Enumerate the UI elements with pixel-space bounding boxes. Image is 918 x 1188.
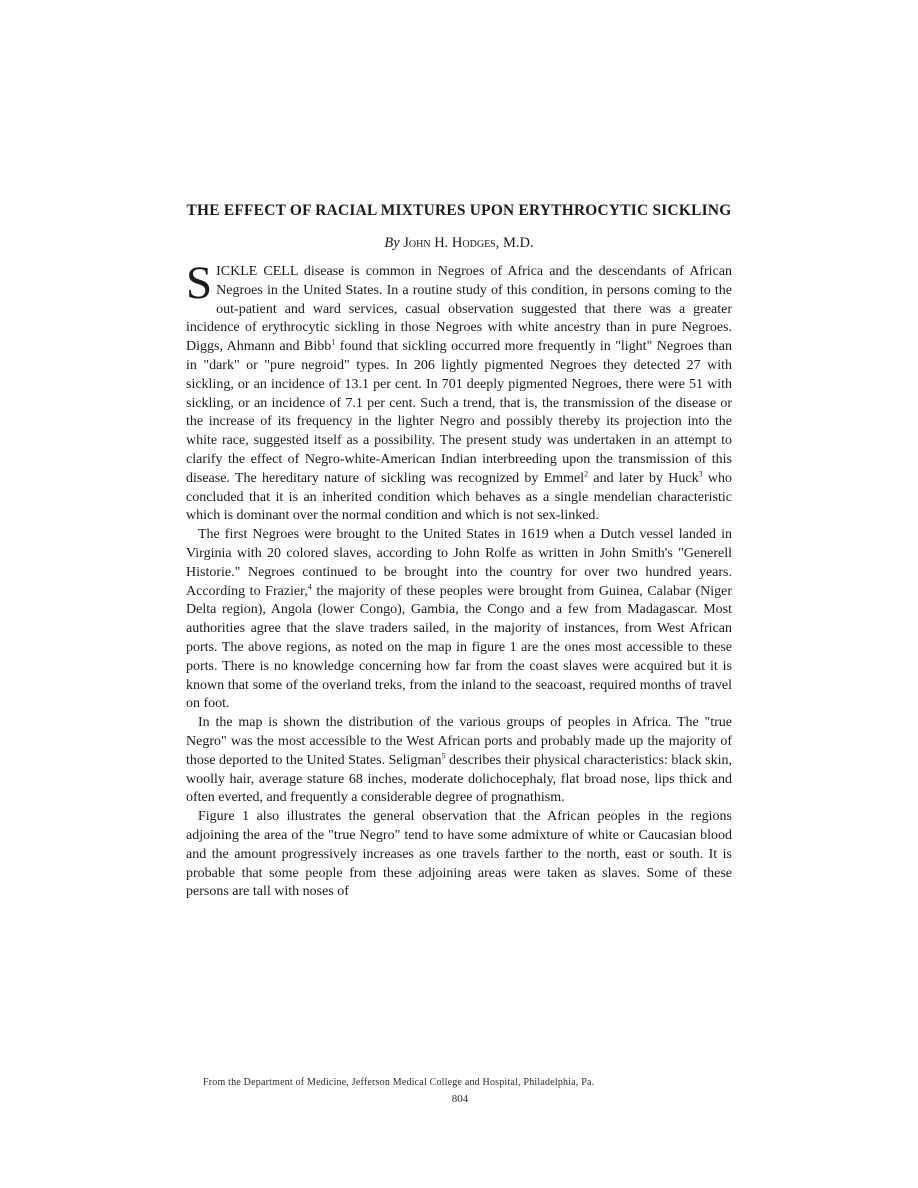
paragraph-1	[186, 257, 732, 526]
byline-by: By	[384, 235, 400, 251]
paragraph-3-text-b: describes their physical characteristics: black skin, woolly hair, average stature 68 inches, moderate dolichocephaly, flat broad nose, lips thick and often everted, and frequently a considerable degree of prognathism.	[186, 752, 732, 806]
reference-3: 3	[698, 469, 703, 479]
author-degree: , M.D.	[495, 235, 534, 251]
drop-cap: S	[186, 257, 213, 309]
paragraph-1-text-d: who concluded that it is an inherited condition which behaves as a single mendelian characteristic which is dominant over the normal condition and which is not sex-linked.	[186, 470, 732, 524]
reference-4: 4	[307, 581, 312, 591]
paragraph-4-text: Figure 1 also illustrates the general observation that the African peoples in the regions adjoining the area of the "true Negro" tend to have some admixture of white or Caucasian blood and the amount progressively increases as one travels farther to the north, east or south. It is probable that some people from these adjoining areas were taken as slaves. Some of these persons are tall with noses of	[186, 809, 732, 900]
reference-1: 1	[331, 337, 336, 347]
article-title: THE EFFECT OF RACIAL MIXTURES UPON ERYTHROCYTIC SICKLING	[186, 202, 732, 219]
byline	[150, 235, 768, 252]
paragraph-1-text-b: found that sickling occurred more frequently in "light" Negroes than in "dark" or "pure negroid" types. In 206 lightly pigmented Negroes they detected 27 with sickling, or an incidence of 13.1 per cent. In 701 deeply pigmented Negroes, there were 51 with sickling, or an incidence of 7.1 per cent. Such a trend, that is, the transmission of the disease or the increase of its frequency in the lighter Negro and possibly thereby its projection into the white race, suggested itself as a possibility. The present study was undertaken in an attempt to clarify the effect of Negro-white-American Indian interbreeding upon the transmission of this disease. The hereditary nature of sickling was recognized by Emmel	[186, 339, 732, 486]
article-body	[186, 257, 733, 902]
affiliation-footnote: From the Department of Medicine, Jefferson Medical College and Hospital, Philadelphia, Pa.	[203, 1077, 595, 1088]
page-number: 804	[451, 1093, 469, 1105]
reference-5: 5	[441, 751, 446, 761]
paragraph-2	[186, 526, 732, 714]
paragraph-2-text-b: the majority of these peoples were brought from Guinea, Calabar (Niger Delta region), Angola (lower Congo), Gambia, the Congo and a few from Madagascar. Most authorities agree that the slave traders sailed, in the majority of instances, from West African ports. The above regions, as noted on the map in figure 1 are the ones most accessible to these ports. There is no knowledge concerning how far from the coast slaves were acquired but it is known that some of the overland treks, from the inland to the seacoast, required months of travel on foot.	[186, 583, 733, 712]
author-name: John H. Hodges	[403, 235, 496, 251]
paragraph-3-text-a: In the map is shown the distribution of the various groups of peoples in Africa. The "true Negro" was the most accessible to the West African ports and probably made up the majority of those deported to the United States. Seligman	[186, 715, 732, 768]
paragraph-1-text-a: ICKLE CELL disease is common in Negroes of Africa and the descendants of African Negroes in the United States. In a routine study of this condition, in persons coming to the out-patient and ward services, casual observation suggested that there was a greater incidence of erythrocytic sickling in those Negroes with white ancestry than in pure Negroes. Diggs, Ahmann and Bibb	[186, 264, 732, 355]
paragraph-3	[186, 714, 732, 808]
paragraph-1-text-c: and later by Huck	[588, 470, 699, 486]
paragraph-2-text-a: The first Negroes were brought to the United States in 1619 when a Dutch vessel landed in Virginia with 20 colored slaves, according to John Rolfe as written in John Smith's "Generell Historie." Negroes continued to be brought into the country for over two hundred years. According to Frazier,	[186, 527, 732, 599]
paragraph-4	[186, 808, 732, 902]
reference-2: 2	[584, 469, 589, 479]
